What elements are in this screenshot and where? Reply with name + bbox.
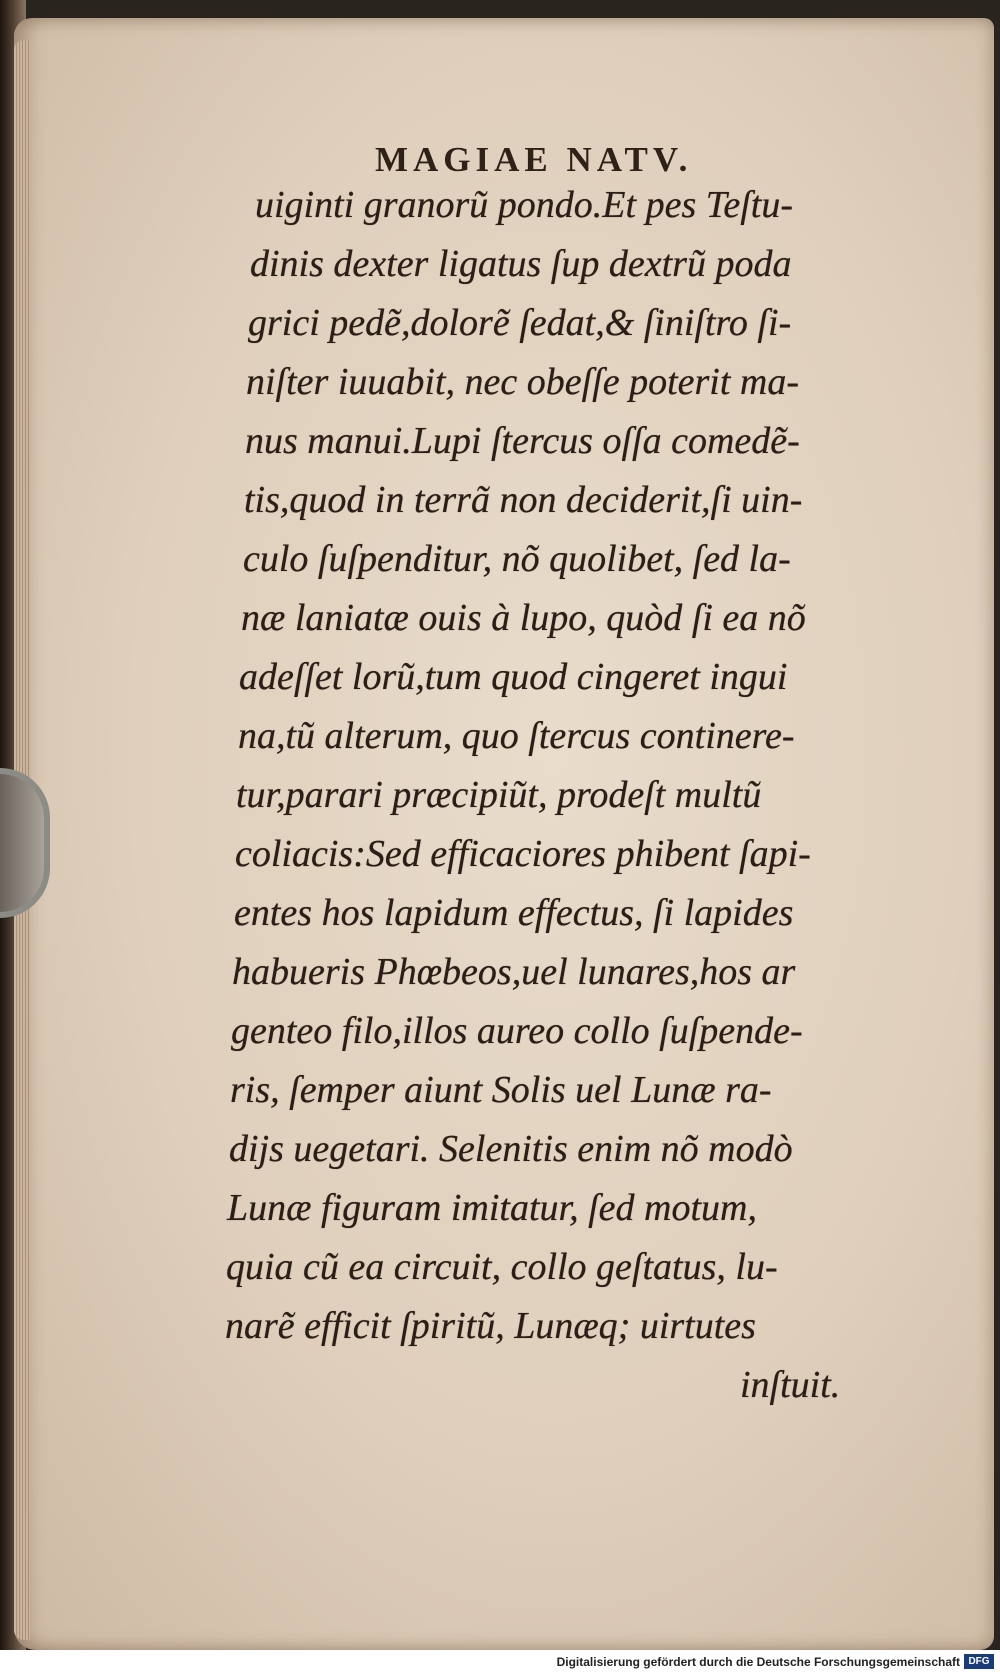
text-line: adeſſet lorũ,tum quod cingeret ingui <box>239 656 788 698</box>
text-line: Lunæ figuram imitatur, ſed motum, <box>227 1187 757 1229</box>
text-line: narẽ efficit ſpiritũ, Lunæq; uirtutes <box>225 1305 756 1347</box>
text-line: grici pedẽ,dolorẽ ſedat,& ſiniſtro ſi- <box>248 302 792 344</box>
text-line: quia cũ ea circuit, collo geſtatus, lu- <box>226 1246 778 1288</box>
running-head: MAGIAE NATV. <box>375 140 693 179</box>
text-line: genteo filo,illos aureo collo ſuſpende- <box>231 1010 803 1052</box>
text-line: inſtuit. <box>740 1364 841 1406</box>
text-line: ris, ſemper aiunt Solis uel Lunæ ra- <box>230 1069 772 1111</box>
text-line: coliacis:Sed efficaciores phibent ſapi- <box>235 833 811 875</box>
text-line: habueris Phœbeos,uel lunares,hos ar <box>232 951 796 993</box>
dfg-logo: DFG <box>964 1654 994 1669</box>
text-line: na,tũ alterum, quo ſtercus continere- <box>238 715 795 757</box>
text-line: culo ſuſpenditur, nõ quolibet, ſed la- <box>243 538 791 580</box>
text-line: dijs uegetari. Selenitis enim nõ modò <box>229 1128 793 1170</box>
text-line: næ laniatæ ouis à lupo, quòd ſi ea nõ <box>241 597 806 639</box>
text-line: entes hos lapidum effectus, ſi lapides <box>234 892 794 934</box>
text-line: uiginti granorũ pondo.Et pes Teſtu- <box>255 184 794 226</box>
text-line: dinis dexter ligatus ſup dextrũ poda <box>250 243 792 285</box>
text-line: niſter iuuabit, nec obeſſe poterit ma- <box>246 361 800 403</box>
text-line: tis,quod in terrã non deciderit,ſi uin- <box>244 479 803 521</box>
text-line: nus manui.Lupi ſtercus oſſa comedẽ- <box>245 420 800 462</box>
digitization-credit: Digitalisierung gefördert durch die Deutsche Forschungsgemeinschaft <box>556 1655 960 1669</box>
text-line: tur,parari præcipiũt, prodeſt multũ <box>236 774 762 816</box>
